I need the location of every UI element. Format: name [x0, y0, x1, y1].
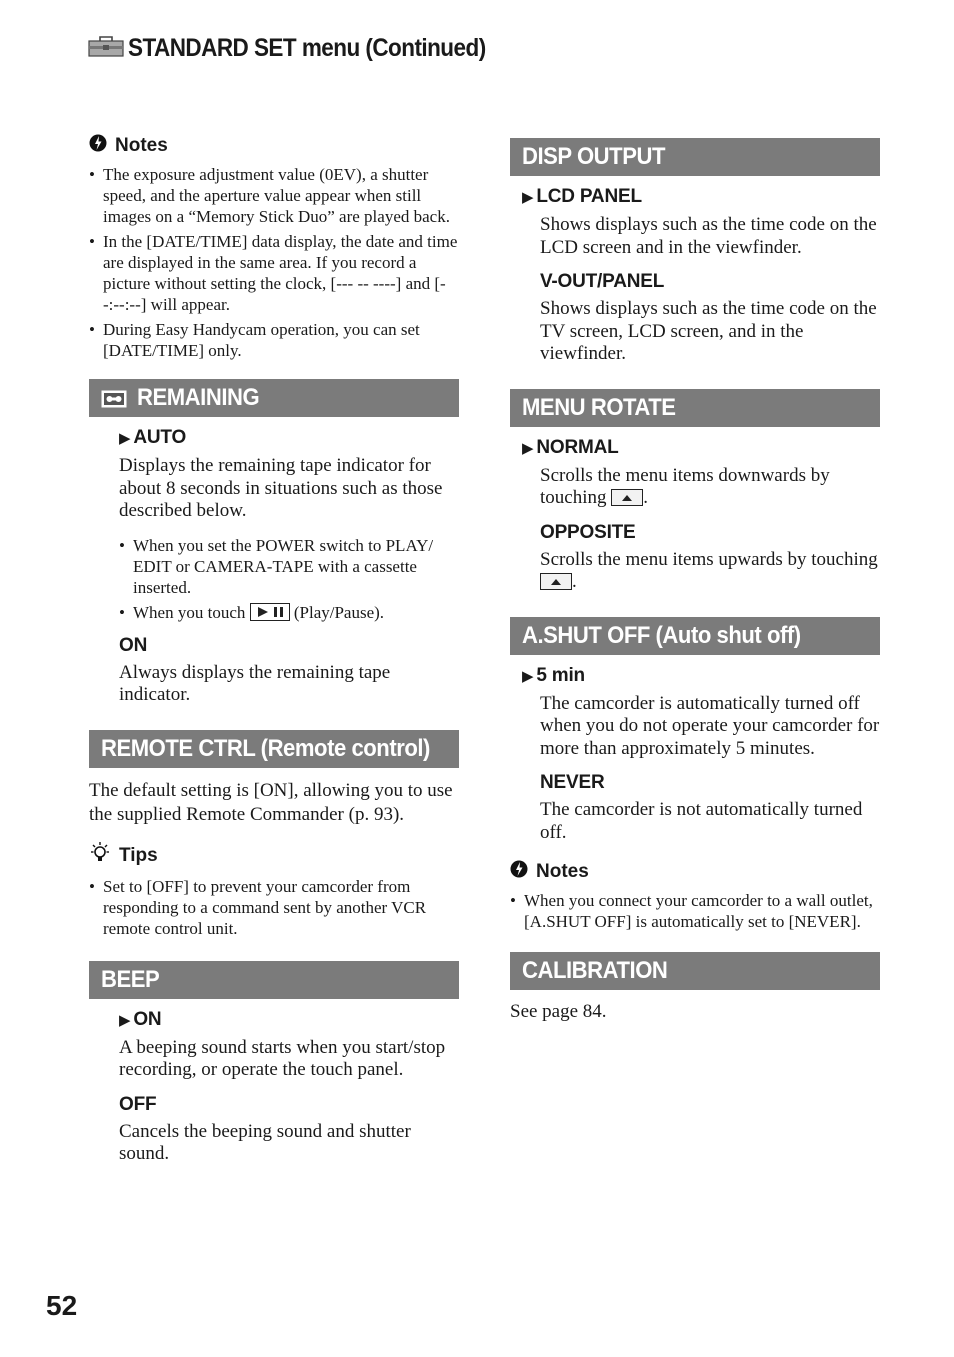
default-arrow-icon: ▶ — [522, 667, 534, 685]
page-title: STANDARD SET menu (Continued) — [128, 34, 486, 62]
lcd-panel-description: Shows displays such as the time code on the LCD screen and in the viewfinder. — [540, 214, 877, 258]
notes-heading — [510, 860, 880, 884]
option-label: AUTO — [133, 427, 187, 448]
on-description: Always displays the remaining tape indicator. — [119, 661, 391, 705]
tips-label: Tips — [119, 844, 158, 866]
option-label: LCD PANEL — [536, 186, 642, 207]
notes-icon — [89, 134, 107, 158]
opposite-description — [540, 549, 880, 594]
normal-description — [540, 465, 880, 510]
notes-heading — [89, 134, 459, 158]
notes-section — [89, 134, 459, 361]
option-label: ON — [119, 634, 148, 656]
page-header — [88, 34, 525, 63]
remaining-section — [89, 379, 459, 707]
never-description: The camcorder is not automatically turned off. — [540, 799, 863, 843]
toolbox-icon — [88, 35, 124, 62]
remote-ctrl-section — [89, 730, 459, 939]
auto-shut-off-section-bar — [510, 617, 880, 655]
calibration-section — [510, 952, 880, 1024]
option-v-out-panel — [540, 271, 880, 293]
list-item: • Set to [OFF] to prevent your camcorder from responding to a command sent by another VCR remote control unit. — [89, 876, 459, 939]
option-auto — [119, 427, 459, 449]
default-arrow-icon: ▶ — [522, 189, 534, 206]
scroll-up-button-icon — [611, 489, 643, 506]
auto-description: Displays the remaining tape indicator for about 8 seconds in situations such as those described below. — [119, 455, 443, 521]
option-normal — [522, 437, 880, 459]
remote-ctrl-body: The default setting is [ON], allowing you to use the supplied Remote Commander (p. 93). — [89, 779, 453, 825]
bullet-text: (Play/Pause). — [293, 602, 385, 622]
option-label: V-OUT/PANEL — [540, 271, 665, 292]
v-out-panel-description: Shows displays such as the time code on the TV screen, LCD screen, and in the viewfinder. — [540, 298, 877, 364]
calibration-body: See page 84. — [510, 1001, 607, 1022]
lightbulb-icon — [89, 842, 111, 870]
option-off — [119, 1094, 459, 1116]
calibration-title: CALIBRATION — [522, 957, 668, 984]
notes-list — [89, 164, 459, 361]
option-5-min — [522, 665, 880, 687]
list-item: • The exposure adjustment value (0EV), a shutter speed, and the aperture value appear when still images on a “Memory Stick Duo” are played back. — [89, 164, 459, 227]
list-item: • When you set the POWER switch to PLAY/ EDIT or CAMERA-TAPE with a cassette inserted. — [119, 535, 459, 598]
notes-label: Notes — [115, 135, 168, 156]
beep-title: BEEP — [101, 965, 160, 993]
punctuation: . — [643, 487, 648, 508]
option-on — [119, 1009, 459, 1031]
option-opposite — [540, 522, 880, 544]
option-label: OFF — [119, 1093, 157, 1115]
punctuation: . — [572, 571, 577, 592]
option-label: 5 min — [536, 664, 585, 686]
list-item: • During Easy Handycam operation, you can set [DATE/TIME] only. — [89, 319, 459, 361]
menu-rotate-section — [510, 389, 880, 594]
default-arrow-icon: ▶ — [119, 430, 131, 447]
remote-ctrl-section-bar — [89, 730, 459, 768]
auto-shut-off-title: A.SHUT OFF (Auto shut off) — [522, 621, 801, 649]
beep-section-bar — [89, 961, 459, 999]
beep-off-description: Cancels the beeping sound and shutter sound. — [119, 1120, 411, 1164]
option-on — [119, 635, 459, 657]
right-column — [510, 138, 880, 1024]
option-never — [540, 772, 880, 794]
remaining-section-bar — [89, 379, 459, 417]
menu-rotate-section-bar — [510, 389, 880, 427]
description-text: Scrolls the menu items upwards by touching — [540, 548, 878, 570]
list-item: • In the [DATE/TIME] data display, the date and time are displayed in the same area. If you record a picture without setting the clock, [--- -- ----] and [--:--:--] will appear. — [89, 231, 459, 315]
bullet-text: When you touch — [133, 602, 246, 622]
left-column — [89, 130, 459, 1166]
list-item — [119, 602, 459, 623]
option-label: OPPOSITE — [540, 521, 636, 543]
list-item: • When you connect your camcorder to a wall outlet, [A.SHUT OFF] is automatically set to [NEVER]. — [510, 890, 880, 932]
calibration-section-bar — [510, 952, 880, 990]
default-arrow-icon: ▶ — [119, 1011, 131, 1029]
scroll-up-button-icon — [540, 573, 572, 590]
notes-icon — [510, 860, 528, 884]
disp-output-section-bar — [510, 138, 880, 176]
auto-bullets — [89, 535, 459, 623]
beep-section — [89, 961, 459, 1166]
notes-label: Notes — [536, 861, 589, 882]
default-arrow-icon: ▶ — [522, 439, 534, 457]
auto-shut-off-section — [510, 617, 880, 933]
option-label: ON — [133, 1008, 162, 1030]
beep-on-description: A beeping sound starts when you start/stop recording, or operate the touch panel. — [119, 1036, 446, 1080]
notes-list — [510, 890, 880, 932]
play-pause-icon — [250, 603, 294, 622]
disp-output-section — [510, 138, 880, 366]
cassette-icon — [101, 384, 127, 412]
option-label: NORMAL — [536, 436, 619, 458]
menu-rotate-title: MENU ROTATE — [522, 393, 676, 421]
disp-output-title: DISP OUTPUT — [522, 143, 665, 170]
remaining-title: REMAINING — [137, 384, 260, 411]
description-text: Scrolls the menu items downwards by touching — [540, 464, 830, 508]
remote-ctrl-title: REMOTE CTRL (Remote control) — [101, 734, 430, 762]
tips-list — [89, 876, 459, 939]
page-number: 52 — [46, 1290, 78, 1321]
tips-heading — [89, 842, 459, 870]
option-lcd-panel — [522, 186, 880, 208]
5-min-description: The camcorder is automatically turned off when you do not operate your camcorder for more than approximately 5 minutes. — [540, 692, 880, 759]
option-label: NEVER — [540, 772, 605, 793]
